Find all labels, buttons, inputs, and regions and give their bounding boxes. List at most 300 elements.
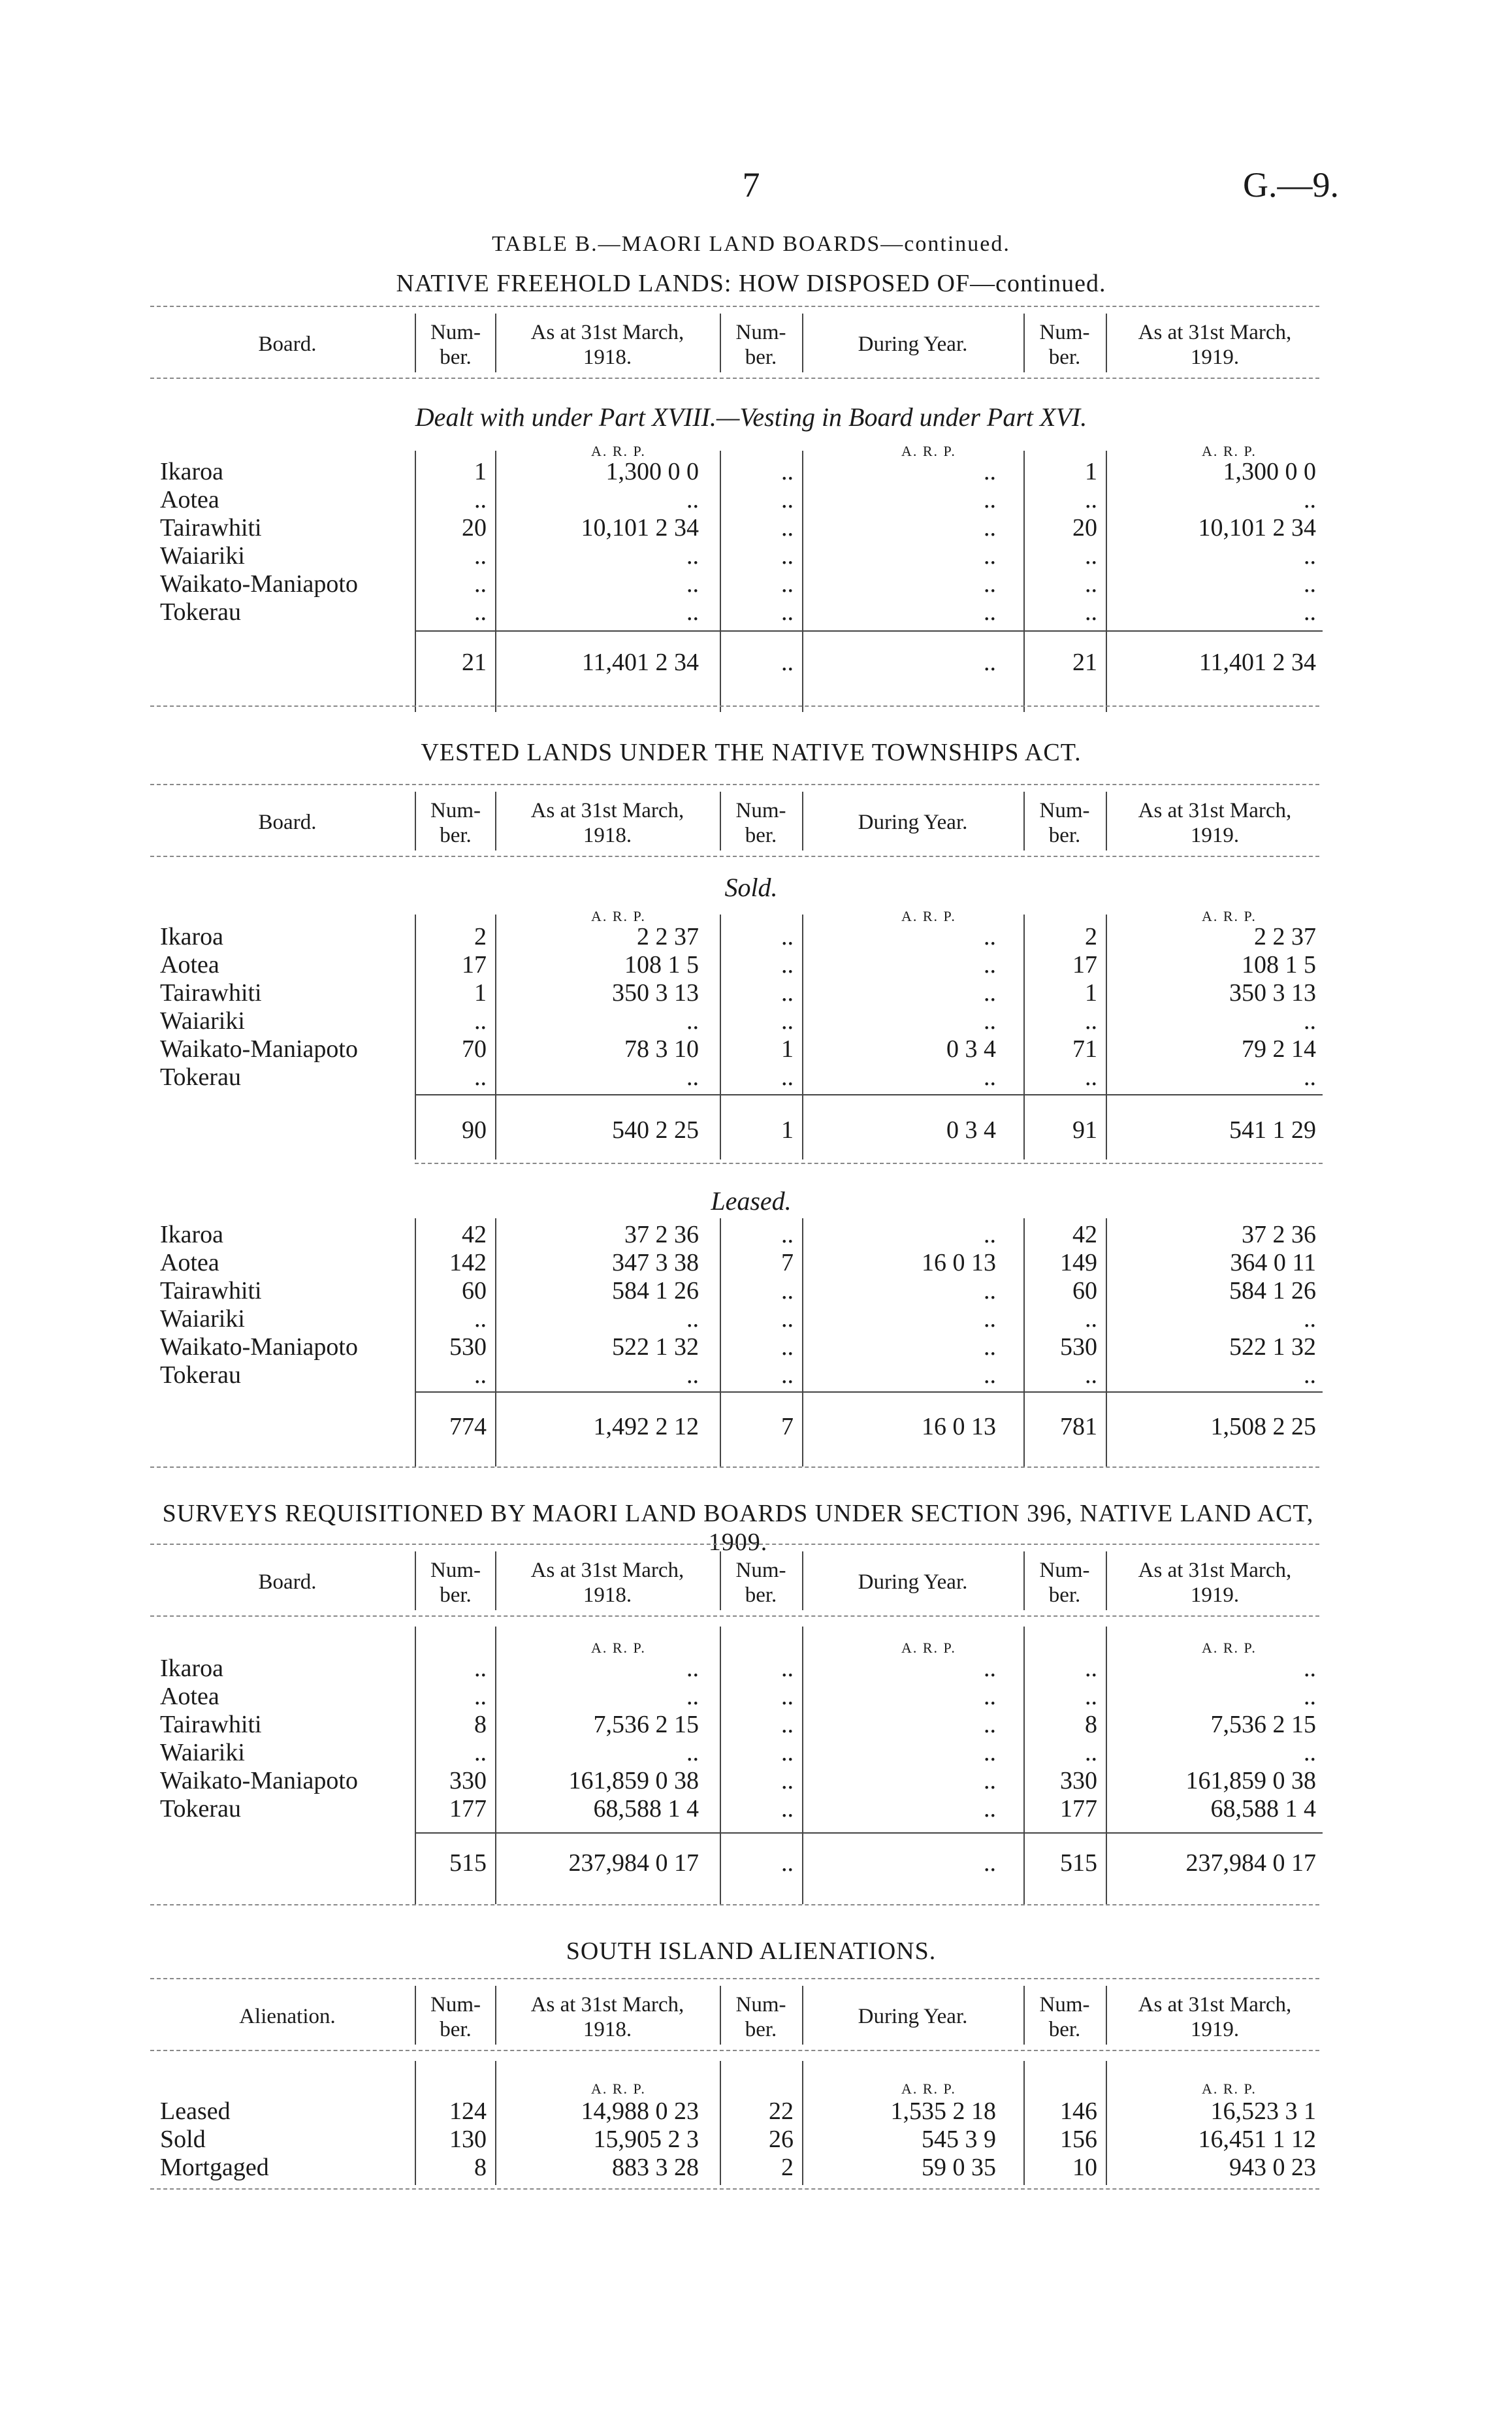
body-col-rule-t4-0: [415, 2061, 416, 2185]
header-col-rule-t3-2: [720, 1551, 721, 1610]
body-col-rule-t3-4: [1023, 1627, 1025, 1904]
row-area-1918: 68,588 1 4: [593, 1795, 699, 1822]
total-area-1918: 237,984 0 17: [568, 1849, 699, 1877]
row-area-during: ..: [984, 570, 996, 598]
body-col-rule-t4-3: [802, 2061, 803, 2185]
row-number-1919: 17: [1072, 951, 1097, 979]
row-number-1918: ..: [474, 486, 487, 513]
row-area-during: ..: [984, 923, 996, 950]
row-label: Waiariki: [160, 542, 245, 570]
row-label: Tokerau: [160, 598, 241, 626]
total-area-1918: 540 2 25: [612, 1116, 699, 1144]
row-number-during: ..: [781, 1711, 794, 1738]
row-area-1919: 943 0 23: [1229, 2154, 1316, 2181]
body-col-rule-t3-2: [720, 1627, 721, 1904]
row-number-during: ..: [781, 1277, 794, 1304]
row-number-1919: ..: [1085, 1361, 1097, 1389]
row-area-1919: ..: [1304, 1361, 1316, 1389]
row-number-1919: 177: [1060, 1795, 1097, 1822]
body-col-rule-t4-5: [1106, 2061, 1107, 2185]
row-number-1919: ..: [1085, 1683, 1097, 1710]
row-number-1918: 70: [462, 1035, 487, 1063]
header-col-rule-t2-3: [802, 792, 803, 850]
row-number-1919: ..: [1085, 598, 1097, 626]
row-label: Tairawhiti: [160, 979, 262, 1007]
row-label: Waikato-Maniapoto: [160, 1035, 358, 1063]
row-number-during: ..: [781, 1361, 794, 1389]
row-area-during: ..: [984, 1305, 996, 1333]
row-area-1918: ..: [686, 598, 699, 626]
body-col-rule-t4-1: [495, 2061, 496, 2185]
arp-label-1918-t4: A. R. P.: [591, 2081, 646, 2097]
row-area-1918: 10,101 2 34: [581, 514, 699, 542]
row-number-during: ..: [781, 1795, 794, 1822]
header-first-col-t1: Board.: [258, 332, 317, 356]
row-area-during: ..: [984, 542, 996, 570]
row-number-during: ..: [781, 1333, 794, 1361]
header-col-rule-t1-1: [495, 314, 496, 372]
row-area-1919: 2 2 37: [1254, 923, 1316, 950]
row-number-during: ..: [781, 1063, 794, 1091]
row-number-1918: 60: [462, 1277, 487, 1304]
subheading-leased: Leased.: [711, 1186, 792, 1216]
row-area-1918: 2 2 37: [637, 923, 699, 950]
row-area-1919: 16,523 3 1: [1210, 2098, 1316, 2125]
row-area-1919: ..: [1304, 1063, 1316, 1091]
row-number-1919: ..: [1085, 542, 1097, 570]
section-heading-vesting: Dealt with under Part XVIII.—Vesting in Board under Part XVI.: [415, 402, 1087, 432]
header-as1919-t2: As at 31st March, 1919.: [1138, 799, 1292, 847]
row-number-1918: 42: [462, 1221, 487, 1248]
header-number-1-t1: Num- ber.: [430, 321, 481, 369]
row-number-1918: 177: [449, 1795, 487, 1822]
row-label: Tokerau: [160, 1361, 241, 1389]
row-label: Waikato-Maniapoto: [160, 1333, 358, 1361]
row-label: Aotea: [160, 1683, 219, 1710]
header-bottom-rule-t1: [150, 378, 1319, 379]
row-number-1918: 20: [462, 514, 487, 542]
row-label: Mortgaged: [160, 2154, 269, 2181]
row-area-during: ..: [984, 1063, 996, 1091]
section-heading-surveys: SURVEYS REQUISITIONED BY MAORI LAND BOARDS UNDER SECTION 396, NATIVE LAND ACT, 1909.: [162, 1500, 1314, 1556]
row-area-1919: ..: [1304, 1655, 1316, 1682]
body-col-rule-t1-0: [415, 451, 416, 712]
body-col-rule-t2a-2: [720, 915, 721, 1159]
row-label: Aotea: [160, 1249, 219, 1276]
arp-label-1918-t3: A. R. P.: [591, 1640, 646, 1656]
row-number-1918: 2: [474, 923, 487, 950]
row-area-1919: 16,451 1 12: [1198, 2126, 1316, 2153]
row-label: Tokerau: [160, 1063, 241, 1091]
total-number-1919: 91: [1072, 1116, 1097, 1144]
total-area-1919: 541 1 29: [1229, 1116, 1316, 1144]
row-area-1918: ..: [686, 1305, 699, 1333]
header-number-2-t3: Num- ber.: [735, 1559, 786, 1607]
row-label: Waiariki: [160, 1739, 245, 1766]
row-number-1918: 17: [462, 951, 487, 979]
header-col-rule-t1-5: [1106, 314, 1107, 372]
row-area-during: ..: [984, 979, 996, 1007]
row-number-during: ..: [781, 951, 794, 979]
header-top-rule-t4: [150, 1978, 1319, 1979]
header-col-rule-t4-3: [802, 1986, 803, 2045]
row-number-during: ..: [781, 1305, 794, 1333]
total-area-during: ..: [984, 649, 996, 676]
row-number-during: ..: [781, 1739, 794, 1766]
row-number-1919: ..: [1085, 1305, 1097, 1333]
total-number-1918: 90: [462, 1116, 487, 1144]
row-number-1918: ..: [474, 1063, 487, 1091]
total-number-1918: 774: [449, 1413, 487, 1440]
total-number-1919: 21: [1072, 649, 1097, 676]
row-area-1919: 161,859 0 38: [1185, 1767, 1316, 1794]
row-number-during: 7: [781, 1249, 794, 1276]
row-number-1918: 1: [474, 458, 487, 485]
row-area-during: 16 0 13: [922, 1249, 996, 1276]
row-number-1918: ..: [474, 570, 487, 598]
row-number-1918: 130: [449, 2126, 487, 2153]
header-number-3-t4: Num- ber.: [1039, 1993, 1090, 2041]
header-col-rule-t2-4: [1023, 792, 1025, 850]
row-area-1918: 78 3 10: [624, 1035, 699, 1063]
page-number: 7: [742, 165, 760, 204]
row-label: Aotea: [160, 951, 219, 979]
table-end-rule-t4: [150, 2188, 1319, 2190]
total-number-1919: 781: [1060, 1413, 1097, 1440]
row-area-1919: 364 0 11: [1230, 1249, 1316, 1276]
row-number-1919: 530: [1060, 1333, 1097, 1361]
row-number-1918: 1: [474, 979, 487, 1007]
row-number-during: ..: [781, 514, 794, 542]
total-number-during: 7: [781, 1413, 794, 1440]
total-rule-leased: [415, 1391, 1323, 1393]
arp-label-during-t1: A. R. P.: [901, 443, 956, 459]
arp-label-1918-t2: A. R. P.: [591, 908, 646, 924]
row-area-1919: ..: [1304, 1305, 1316, 1333]
row-area-1919: ..: [1304, 1007, 1316, 1035]
row-number-1919: ..: [1085, 486, 1097, 513]
row-area-during: ..: [984, 1683, 996, 1710]
row-area-1919: ..: [1304, 598, 1316, 626]
row-number-1919: 156: [1060, 2126, 1097, 2153]
header-bottom-rule-t2: [150, 856, 1319, 857]
row-area-1918: 37 2 36: [624, 1221, 699, 1248]
total-rule-t3: [415, 1832, 1323, 1834]
row-label: Tokerau: [160, 1795, 241, 1822]
row-label: Ikaroa: [160, 1655, 224, 1682]
header-col-rule-t2-2: [720, 792, 721, 850]
header-bottom-rule-t4: [150, 2050, 1319, 2051]
row-number-during: 22: [769, 2098, 794, 2125]
body-col-rule-t1-2: [720, 451, 721, 712]
row-number-during: 2: [781, 2154, 794, 2181]
row-area-during: ..: [984, 1711, 996, 1738]
row-area-1919: 10,101 2 34: [1198, 514, 1316, 542]
header-top-rule-t2: [150, 784, 1319, 785]
row-number-during: ..: [781, 570, 794, 598]
row-number-1919: 60: [1072, 1277, 1097, 1304]
row-number-1919: ..: [1085, 1655, 1097, 1682]
row-number-1918: ..: [474, 598, 487, 626]
row-area-1918: ..: [686, 1683, 699, 1710]
row-area-during: ..: [984, 1795, 996, 1822]
row-number-1919: ..: [1085, 1739, 1097, 1766]
row-area-1919: ..: [1304, 542, 1316, 570]
total-number-1918: 515: [449, 1849, 487, 1877]
total-area-1919: 11,401 2 34: [1198, 649, 1316, 676]
row-area-1918: 1,300 0 0: [605, 458, 699, 485]
row-number-during: ..: [781, 598, 794, 626]
row-area-during: ..: [984, 1361, 996, 1389]
row-area-during: 545 3 9: [922, 2126, 996, 2153]
total-number-during: ..: [781, 1849, 794, 1877]
row-area-1919: 37 2 36: [1242, 1221, 1316, 1248]
row-area-1918: ..: [686, 1655, 699, 1682]
header-col-rule-t2-0: [415, 792, 416, 850]
row-area-1919: 350 3 13: [1229, 979, 1316, 1007]
header-col-rule-t1-4: [1023, 314, 1025, 372]
row-label: Waiariki: [160, 1007, 245, 1035]
header-during-t4: During Year.: [858, 2005, 968, 2028]
row-area-1918: 161,859 0 38: [568, 1767, 699, 1794]
row-number-1919: 71: [1072, 1035, 1097, 1063]
total-number-1918: 21: [462, 649, 487, 676]
header-col-rule-t2-5: [1106, 792, 1107, 850]
row-area-during: ..: [984, 951, 996, 979]
header-number-2-t2: Num- ber.: [735, 799, 786, 847]
header-top-rule-t3: [150, 1544, 1319, 1545]
sold-end-rule: [415, 1163, 1323, 1164]
header-bottom-rule-t3: [150, 1615, 1319, 1617]
header-col-rule-t4-4: [1023, 1986, 1025, 2045]
total-area-during: 0 3 4: [946, 1116, 996, 1144]
row-area-during: ..: [984, 1221, 996, 1248]
row-area-1918: 7,536 2 15: [593, 1711, 699, 1738]
row-number-1918: 124: [449, 2098, 487, 2125]
row-area-1918: 584 1 26: [612, 1277, 699, 1304]
row-area-during: ..: [984, 458, 996, 485]
header-col-rule-t2-1: [495, 792, 496, 850]
row-area-1919: 584 1 26: [1229, 1277, 1316, 1304]
row-number-during: ..: [781, 542, 794, 570]
row-number-1919: 330: [1060, 1767, 1097, 1794]
row-number-1919: 149: [1060, 1249, 1097, 1276]
row-number-1918: ..: [474, 1683, 487, 1710]
row-area-1918: ..: [686, 486, 699, 513]
row-area-1918: 108 1 5: [624, 951, 699, 979]
arp-label-during-t4: A. R. P.: [901, 2081, 956, 2097]
row-area-1919: 108 1 5: [1242, 951, 1316, 979]
body-col-rule-t3-0: [415, 1627, 416, 1904]
table-end-rule-t3: [150, 1904, 1319, 1905]
subheading-sold: Sold.: [724, 873, 778, 902]
row-area-1919: ..: [1304, 1683, 1316, 1710]
row-number-1919: ..: [1085, 1063, 1097, 1091]
body-col-rule-t2b-4: [1023, 1218, 1025, 1466]
row-number-1918: 530: [449, 1333, 487, 1361]
arp-label-during-t3: A. R. P.: [901, 1640, 956, 1656]
row-area-1918: 350 3 13: [612, 979, 699, 1007]
row-area-during: 0 3 4: [946, 1035, 996, 1063]
body-col-rule-t2a-0: [415, 915, 416, 1159]
row-area-1919: ..: [1304, 1739, 1316, 1766]
row-label: Aotea: [160, 486, 219, 513]
header-as1918-t3: As at 31st March, 1918.: [530, 1559, 684, 1607]
header-number-1-t3: Num- ber.: [430, 1559, 481, 1607]
row-number-during: ..: [781, 1683, 794, 1710]
row-number-during: 26: [769, 2126, 794, 2153]
header-during-t2: During Year.: [858, 811, 968, 834]
body-col-rule-t4-4: [1023, 2061, 1025, 2185]
row-area-1918: 347 3 38: [612, 1249, 699, 1276]
total-number-during: ..: [781, 649, 794, 676]
row-area-1918: 15,905 2 3: [593, 2126, 699, 2153]
total-rule-t1: [415, 630, 1323, 632]
row-label: Tairawhiti: [160, 1277, 262, 1304]
row-area-during: ..: [984, 598, 996, 626]
header-first-col-t4: Alienation.: [239, 2005, 336, 2028]
header-number-1-t4: Num- ber.: [430, 1993, 481, 2041]
total-number-1919: 515: [1060, 1849, 1097, 1877]
row-area-1918: 883 3 28: [612, 2154, 699, 2181]
row-number-1919: 8: [1085, 1711, 1097, 1738]
row-number-during: ..: [781, 486, 794, 513]
header-first-col-t3: Board.: [258, 1570, 317, 1594]
row-area-1918: ..: [686, 1007, 699, 1035]
row-number-during: ..: [781, 979, 794, 1007]
row-label: Tairawhiti: [160, 514, 262, 542]
row-area-during: ..: [984, 1655, 996, 1682]
row-area-1919: ..: [1304, 570, 1316, 598]
row-label: Sold: [160, 2126, 206, 2153]
arp-label-during-t2: A. R. P.: [901, 908, 956, 924]
header-col-rule-t3-5: [1106, 1551, 1107, 1610]
row-number-during: ..: [781, 1767, 794, 1794]
row-label: Leased: [160, 2098, 231, 2125]
header-col-rule-t4-2: [720, 1986, 721, 2045]
row-area-1919: ..: [1304, 486, 1316, 513]
row-area-1918: ..: [686, 1361, 699, 1389]
row-area-1918: 522 1 32: [612, 1333, 699, 1361]
row-number-1918: ..: [474, 1007, 487, 1035]
row-number-during: ..: [781, 923, 794, 950]
total-number-during: 1: [781, 1116, 794, 1144]
row-area-during: 1,535 2 18: [890, 2098, 996, 2125]
total-rule-sold: [415, 1094, 1323, 1095]
total-area-1919: 1,508 2 25: [1210, 1413, 1316, 1440]
row-area-1919: 68,588 1 4: [1210, 1795, 1316, 1822]
row-number-during: ..: [781, 458, 794, 485]
header-as1919-t1: As at 31st March, 1919.: [1138, 321, 1292, 369]
row-number-during: 1: [781, 1035, 794, 1063]
row-area-during: 59 0 35: [922, 2154, 996, 2181]
table-end-rule-t1: [150, 705, 1319, 707]
header-top-rule-t1: [150, 306, 1319, 307]
header-number-1-t2: Num- ber.: [430, 799, 481, 847]
header-during-t1: During Year.: [858, 332, 968, 356]
row-area-1919: 7,536 2 15: [1210, 1711, 1316, 1738]
row-number-1919: 10: [1072, 2154, 1097, 2181]
row-label: Waikato-Maniapoto: [160, 1767, 358, 1794]
section-heading-south: SOUTH ISLAND ALIENATIONS.: [566, 1937, 937, 1965]
body-col-rule-t4-2: [720, 2061, 721, 2185]
header-as1918-t2: As at 31st March, 1918.: [530, 799, 684, 847]
row-number-1919: 146: [1060, 2098, 1097, 2125]
arp-label-1918-t1: A. R. P.: [591, 443, 646, 459]
row-area-1918: 14,988 0 23: [581, 2098, 699, 2125]
table-subtitle: NATIVE FREEHOLD LANDS: HOW DISPOSED OF—continued.: [396, 270, 1106, 297]
table-end-rule-t2: [150, 1466, 1319, 1468]
header-col-rule-t1-2: [720, 314, 721, 372]
header-number-3-t2: Num- ber.: [1039, 799, 1090, 847]
header-col-rule-t4-5: [1106, 1986, 1107, 2045]
total-area-1918: 1,492 2 12: [593, 1413, 699, 1440]
row-area-1918: ..: [686, 570, 699, 598]
header-number-3-t1: Num- ber.: [1039, 321, 1090, 369]
total-area-1919: 237,984 0 17: [1185, 1849, 1316, 1877]
body-col-rule-t2b-0: [415, 1218, 416, 1466]
row-label: Ikaroa: [160, 923, 224, 950]
report-code: G.—9.: [1243, 165, 1339, 204]
row-area-during: ..: [984, 486, 996, 513]
row-area-during: ..: [984, 1767, 996, 1794]
row-area-1919: 1,300 0 0: [1223, 458, 1316, 485]
row-number-1919: 2: [1085, 923, 1097, 950]
row-number-1918: ..: [474, 542, 487, 570]
row-number-1919: ..: [1085, 1007, 1097, 1035]
row-number-1918: 8: [474, 1711, 487, 1738]
header-as1918-t1: As at 31st March, 1918.: [530, 321, 684, 369]
row-label: Ikaroa: [160, 458, 224, 485]
arp-label-1919-t1: A. R. P.: [1202, 443, 1257, 459]
row-label: Ikaroa: [160, 1221, 224, 1248]
arp-label-1919-t4: A. R. P.: [1202, 2081, 1257, 2097]
row-area-during: ..: [984, 1277, 996, 1304]
row-area-1918: ..: [686, 1063, 699, 1091]
row-number-during: ..: [781, 1007, 794, 1035]
row-number-1919: 42: [1072, 1221, 1097, 1248]
row-area-during: ..: [984, 1739, 996, 1766]
header-number-2-t1: Num- ber.: [735, 321, 786, 369]
row-number-during: ..: [781, 1221, 794, 1248]
row-area-during: ..: [984, 1333, 996, 1361]
row-number-1919: ..: [1085, 570, 1097, 598]
header-number-3-t3: Num- ber.: [1039, 1559, 1090, 1607]
row-number-1919: 1: [1085, 979, 1097, 1007]
header-first-col-t2: Board.: [258, 811, 317, 834]
row-number-1918: ..: [474, 1305, 487, 1333]
row-area-during: ..: [984, 514, 996, 542]
arp-label-1919-t2: A. R. P.: [1202, 908, 1257, 924]
header-number-2-t4: Num- ber.: [735, 1993, 786, 2041]
total-area-during: 16 0 13: [922, 1413, 996, 1440]
header-during-t3: During Year.: [858, 1570, 968, 1594]
row-label: Waiariki: [160, 1305, 245, 1333]
table-title: TABLE B.—MAORI LAND BOARDS—continued.: [492, 232, 1010, 256]
header-col-rule-t1-0: [415, 314, 416, 372]
header-col-rule-t4-0: [415, 1986, 416, 2045]
row-number-1918: ..: [474, 1361, 487, 1389]
header-col-rule-t1-3: [802, 314, 803, 372]
header-col-rule-t4-1: [495, 1986, 496, 2045]
header-col-rule-t3-4: [1023, 1551, 1025, 1610]
row-number-1918: 142: [449, 1249, 487, 1276]
row-area-1918: ..: [686, 1739, 699, 1766]
row-number-during: ..: [781, 1655, 794, 1682]
header-col-rule-t3-3: [802, 1551, 803, 1610]
total-area-during: ..: [984, 1849, 996, 1877]
row-number-1918: 8: [474, 2154, 487, 2181]
